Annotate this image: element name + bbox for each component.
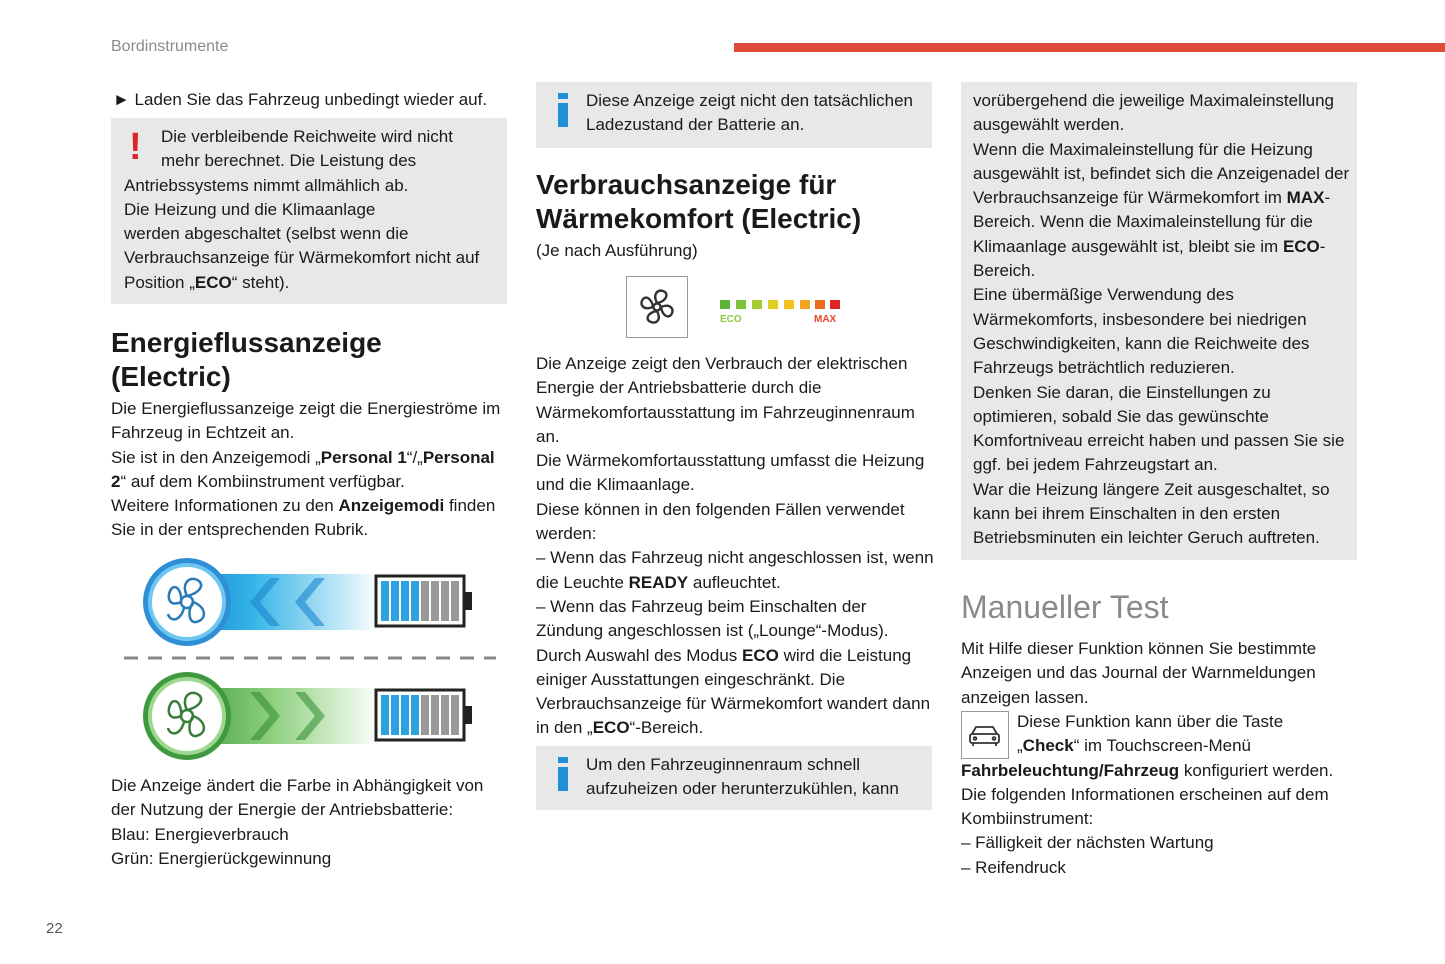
info-box-2 <box>536 746 932 810</box>
battery-icon <box>376 690 472 740</box>
warning-line: werden abgeschaltet (selbst wenn die <box>124 224 409 244</box>
info-icon <box>558 757 568 791</box>
energy-flow-text <box>111 397 510 543</box>
column-1 <box>111 88 508 112</box>
gauge-eco-label: ECO <box>720 314 742 325</box>
heading-energy-flow: Energieflussanzeige (Electric) <box>111 327 382 392</box>
info-icon <box>558 93 568 127</box>
heading-manual-test: Manueller Test <box>961 589 1169 625</box>
legend-green: Grün: Energierückgewinnung <box>111 848 332 868</box>
paragraph-line: Diese Funktion kann über die Taste <box>1017 712 1284 731</box>
paragraph: Mit Hilfe dieser Funktion können Sie bestimmte Anzeigen und das Journal der Warnmeldungen anzeigen lassen. <box>961 639 1317 707</box>
section-accent-bar <box>734 43 1445 52</box>
fan-icon <box>627 277 686 336</box>
info-box-continued <box>961 82 1357 560</box>
paragraph-line: Fahrbeleuchtung/Fahrzeug konfiguriert werden. <box>961 760 1334 780</box>
paragraph: Wenn die Maximaleinstellung für die Heizung ausgewählt ist, befindet sich die Anzeigenadel der Verbrauchsanzeige für Wärmekomfort im MAX-Bereich. Wenn die Maximaleinstellung für die Klimaanlage ausgewählt ist, bleibt sie im ECO-Bereich. <box>973 139 1350 281</box>
warning-line-last: Position „ECO“ steht). <box>124 272 290 292</box>
paragraph: vorübergehend die jeweilige Maximaleinstellung ausgewählt werden. <box>973 91 1334 135</box>
gauge-segment <box>784 300 794 309</box>
paragraph: Sie ist in den Anzeigemodi „Personal 1“/„Personal 2“ auf dem Kombiinstrument verfügbar. <box>111 447 495 491</box>
warning-line: Die Heizung und die Klimaanlage <box>124 199 376 219</box>
paragraph: Durch Auswahl des Modus ECO wird die Leistung einiger Ausstattungen eingeschränkt. Die Verbrauchsanzeige für Wärmekomfort wandert dann in den „ECO“-Bereich. <box>536 645 931 738</box>
check-function-text <box>961 710 1356 880</box>
paragraph-line: „Check“ im Touchscreen-Menü <box>1017 736 1252 756</box>
gauge-segment <box>830 300 840 309</box>
info-text: Diese Anzeige zeigt nicht den tatsächlichen Ladezustand der Batterie an. <box>586 91 913 135</box>
paragraph: Die Anzeige ändert die Farbe in Abhängigkeit von der Nutzung der Energie der Antriebsbatterie: <box>111 776 484 820</box>
paragraph: Die Wärmekomfortausstattung umfasst die Heizung und die Klimaanlage. <box>536 451 925 495</box>
heading-heat-comfort: Verbrauchsanzeige für Wärmekomfort (Electric) <box>536 169 862 234</box>
gauge-max-label: MAX <box>814 314 837 325</box>
warning-line: Die verbleibende Reichweite wird nicht <box>161 127 453 146</box>
info-text: Um den Fahrzeuginnenraum schnell aufzuheizen oder herunterzukühlen, kann <box>586 755 899 799</box>
paragraph: Die Anzeige zeigt den Verbrauch der elektrischen Energie der Antriebsbatterie durch die Wärmekomfortausstattung im Fahrzeuginnenraum an. <box>536 354 915 446</box>
paragraph: Die Energieflussanzeige zeigt die Energieströme im Fahrzeug in Echtzeit an. <box>111 399 501 443</box>
gauge-segment <box>736 300 746 309</box>
list-item: – Reifendruck <box>961 857 1066 877</box>
legend-blue: Blau: Energieverbrauch <box>111 824 289 844</box>
energy-flow-figure <box>120 552 500 768</box>
list-item: – Wenn das Fahrzeug beim Einschalten der Zündung angeschlossen ist („Lounge“-Modus). <box>536 596 889 641</box>
gauge-segment <box>815 300 825 309</box>
warning-line: mehr berechnet. Die Leistung des <box>161 151 417 171</box>
warning-icon: ! <box>129 126 142 168</box>
gauge-segment <box>720 300 730 309</box>
paragraph: Eine übermäßige Verwendung des Wärmekomforts, insbesondere bei niedrigen Geschwindigkeiten, kann die Reichweite des Fahrzeugs beträchtlich reduzieren. <box>973 285 1310 378</box>
paragraph: Die folgenden Informationen erscheinen auf dem Kombiinstrument: <box>961 784 1329 829</box>
gauge-segment <box>752 300 762 309</box>
paragraph: War die Heizung längere Zeit ausgeschaltet, so kann bei ihrem Einschalten in den ersten Betriebsminuten ein leichter Geruch auftreten. <box>973 479 1330 548</box>
color-explanation <box>111 774 510 871</box>
paragraph: Diese können in den folgenden Fällen verwendet werden: <box>536 499 905 544</box>
info-box-1 <box>536 82 932 148</box>
page-number: 22 <box>46 920 63 937</box>
list-item: – Fälligkeit der nächsten Wartung <box>961 833 1214 853</box>
warning-box <box>111 118 507 304</box>
gauge-segment <box>768 300 778 309</box>
warning-line: Verbrauchsanzeige für Wärmekomfort nicht auf <box>124 248 480 268</box>
heat-comfort-icon-box <box>626 276 688 338</box>
warning-line: Antriebssystems nimmt allmählich ab. <box>124 175 409 195</box>
section-title: Bordinstrumente <box>111 38 229 55</box>
bullet-recharge: ► Laden Sie das Fahrzeug unbedingt wieder auf. <box>113 90 488 109</box>
battery-icon <box>376 576 472 626</box>
heat-comfort-text <box>536 352 934 741</box>
variant-note: (Je nach Ausführung) <box>536 241 698 260</box>
consumption-flow <box>143 558 472 646</box>
gauge-segment <box>800 300 810 309</box>
list-item: – Wenn das Fahrzeug nicht angeschlossen ist, wenn die Leuchte READY aufleuchtet. <box>536 548 934 592</box>
paragraph: Denken Sie daran, die Einstellungen zu optimieren, sobald Sie das gewünschte Komfortniveau erreicht haben und passen Sie sie ggf. bei jedem Fahrzeugstart an. <box>973 382 1345 475</box>
paragraph: Weitere Informationen zu den Anzeigemodi finden Sie in der entsprechenden Rubrik. <box>111 496 496 540</box>
manual-test-intro <box>961 637 1351 710</box>
recovery-flow <box>143 672 472 760</box>
